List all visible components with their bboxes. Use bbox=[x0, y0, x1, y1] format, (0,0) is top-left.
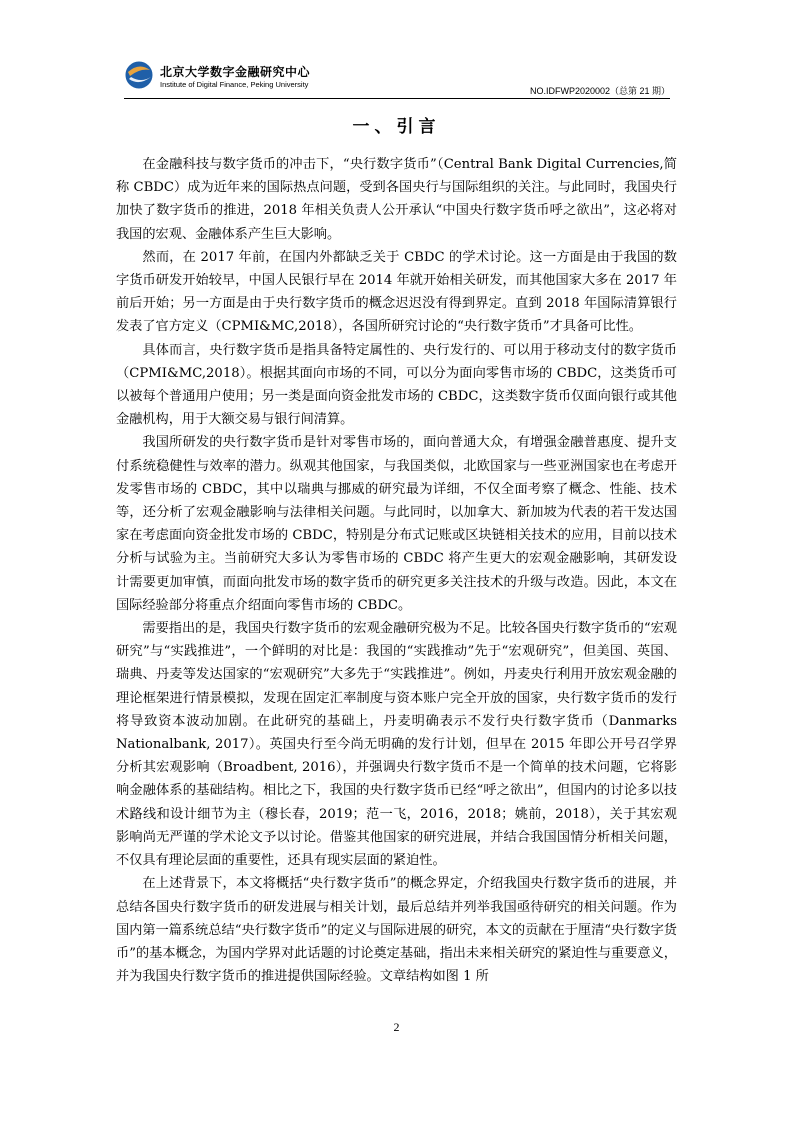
paragraph: 具体而言，央行数字货币是指具备特定属性的、央行发行的、可以用于移动支付的数字货币（CPMI&MC,2018）。根据其面向市场的不同，可以分为面向零售市场的 CBDC，这类货币可以被每个普通用户使用；另一类是面向资金批发市场的 CBDC，这类数字货币仅面向银行或其他金融机构，用于大额交易与银行间清算。 bbox=[116, 342, 677, 428]
page-number: 2 bbox=[393, 1020, 400, 1034]
paragraph: 在金融科技与数字货币的冲击下，“央行数字货币”（Central Bank Digital Currencies,简称 CBDC）成为近年来的国际热点问题，受到各国央行与国际组织的关注。与此同时，我国央行加快了数字货币的推进，2018 年相关负责人公开承认“中国央行数字货币呼之欲出”，这必将对我国的宏观、金融体系产生巨大影响。 bbox=[116, 157, 677, 242]
document-number: NO.IDFWP2020002（总第 21 期） bbox=[529, 86, 670, 96]
institute-name-cn: 北京大学数字金融研究中心 bbox=[160, 65, 311, 79]
section-title: 一、引言 bbox=[352, 117, 441, 137]
institute-name-en: Institute of Digital Finance, Peking University bbox=[160, 80, 309, 89]
idf-globe-logo-icon bbox=[124, 60, 154, 90]
paragraph: 然而，在 2017 年前，在国内外都缺乏关于 CBDC 的学术讨论。这一方面是由于我国的数字货币研发开始较早，中国人民银行早在 2014 年就开始相关研发，而其他国家大多在 2017 年前后开始；另一方面是由于央行数字货币的概念迟迟没有得到界定。直到 2018 年国际清算银行发表了官方定义（CPMI&MC,2018），各国所研究讨论的“央行数字货币”才具备可比性。 bbox=[116, 249, 677, 335]
body-text bbox=[116, 153, 677, 988]
header-divider bbox=[124, 98, 670, 99]
paragraph: 我国所研发的央行数字货币是针对零售市场的，面向普通大众，有增强金融普惠度、提升支付系统稳健性与效率的潜力。纵观其他国家，与我国类似，北欧国家与一些亚洲国家也在考虑开发零售市场的 CBDC，其中以瑞典与挪威的研究最为详细，不仅全面考察了概念、性能、技术等，还分析了宏观金融影响与法律相关问题。与此同时，以加拿大、新加坡为代表的若干发达国家在考虑面向资金批发市场的 CBDC，特别是分布式记账或区块链相关技术的应用，目前以技术分析与试验为主。当前研究大多认为零售市场的 CBDC 将产生更大的宏观金融影响，其研发设计需要更加审慎，而面向批发市场的数字货币的研究更多关注技术的升级与改造。因此，本文在国际经验部分将重点介绍面向零售市场的 CBDC。 bbox=[116, 435, 677, 613]
paragraph: 在上述背景下，本文将概括“央行数字货币”的概念界定，介绍我国央行数字货币的进展，并总结各国央行数字货币的研发进展与相关计划，最后总结并列举我国亟待研究的相关问题。作为国内第一篇系统总结“央行数字货币”的定义与国际进展的研究，本文的贡献在于厘清“央行数字货币”的基本概念，为国内学界对此话题的讨论奠定基础，指出未来相关研究的紧迫性与重要意义，并为我国央行数字货币的推进提供国际经验。文章结构如图 1 所 bbox=[116, 876, 677, 985]
paragraph: 需要指出的是，我国央行数字货币的宏观金融研究极为不足。比较各国央行数字货币的“宏观研究”与“实践推进”，一个鲜明的对比是：我国的“实践推动”先于“宏观研究”，但美国、英国、瑞典、丹麦等发达国家的“宏观研究”大多先于“实践推进”。例如，丹麦央行利用开放宏观金融的理论框架进行情景模拟，发现在固定汇率制度与资本账户完全开放的国家，央行数字货币的发行将导致资本波动加剧。在此研究的基础上，丹麦明确表示不发行央行数字货币（Danmarks Nationalbank, 2017）。英国央行至今尚无明确的发行计划，但早在 2015 年即公开号召学界分析其宏观影响（Broadbent, 2016），并强调央行数字货币不是一个简单的技术问题，它将影响金融体系的基础结构。相比之下，我国的央行数字货币已经“呼之欲出”，但国内的讨论多以技术路线和设计细节为主（穆长春，2019；范一飞，2016，2018；姚前，2018），关于其宏观影响尚无严谨的学术论文予以讨论。借鉴其他国家的研究进展，并结合我国国情分析相关问题，不仅具有理论层面的重要性，还具有现实层面的紧迫性。 bbox=[116, 621, 677, 869]
page-header bbox=[124, 60, 670, 98]
